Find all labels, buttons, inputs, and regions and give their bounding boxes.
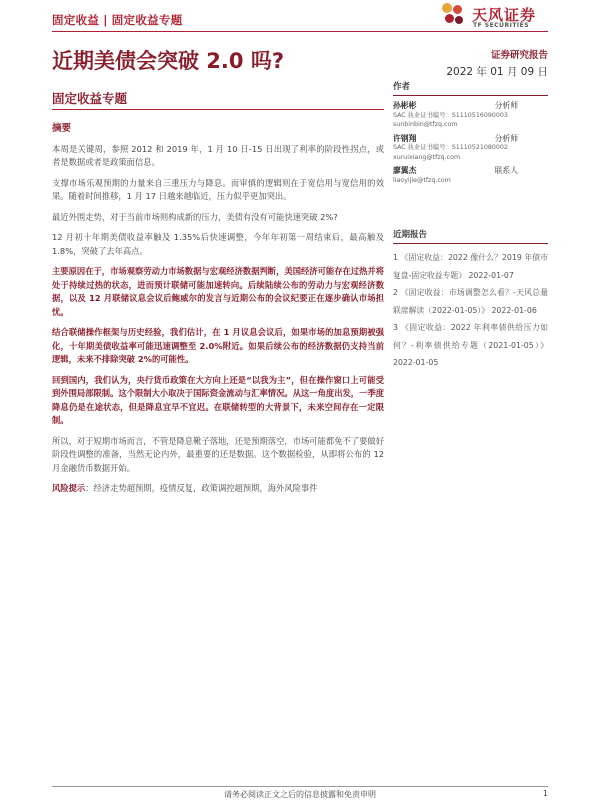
risk-text: ：经济走势超预期，疫情反复，政策调控超预期，海外风险事件 (85, 483, 318, 493)
authors-heading: 作者 (393, 80, 548, 96)
recent-report-link[interactable]: 1 《固定收益：2022 像什么？2019 年债市复盘-固定收益专题》 2022-01-07 (393, 253, 548, 280)
author-name: 孙彬彬 (393, 101, 417, 110)
company-logo (440, 2, 560, 32)
author-role: 联系人 (494, 166, 518, 175)
recent-reports-list (393, 249, 548, 372)
author-card (393, 134, 548, 163)
author-card (393, 166, 548, 185)
logo-brand-en: TF SECURITIES (473, 22, 530, 29)
author-role: 分析师 (494, 101, 518, 110)
header-divider (52, 31, 548, 32)
risk-label: 风险提示 (52, 483, 86, 493)
author-cert: SAC 执业证书编号：S1110516090003 (393, 111, 508, 119)
page-number: 1 (542, 789, 548, 798)
author-card (393, 101, 548, 130)
logo-brand-cn: 天风证券 (472, 6, 537, 24)
abstract-section (52, 122, 384, 503)
abstract-paragraph: 最近外围走势，对于当前市场则构成新的压力，美债有没有可能快速突破 2%? (52, 211, 338, 222)
header-breadcrumb (52, 12, 183, 28)
author-email[interactable]: xuruixiang@tfzq.com (393, 153, 461, 161)
header-category: 固定收益 (52, 13, 100, 27)
abstract-key-paragraph: 回到国内，我们认为，央行货币政策在大方向上还是“以我为主”，但在操作窗口上可能受到外围局部限制。这个限制大小取决于国际资金流动与汇率情况。从这一角度出发，一季度降息仍是在途状态，但是降息宜早不宜迟。在联储转型的大背景下，未来空间存在一定限制。 (52, 374, 384, 425)
author-email[interactable]: sunbinbin@tfzq.com (393, 121, 458, 128)
authors-section (393, 80, 548, 189)
footer-divider (52, 786, 548, 787)
abstract-key-paragraph: 主要原因在于，市场观察劳动力市场数据与宏观经济数据判断，美国经济可能存在过热并将处于持续过热的状态，进而预计联储可能加速转向。后续陆续公布的劳动力与宏观经济数据，以及 12 月联储议息会议后鲍威尔的发言与近期公布的会议纪要正在逐步确认市场担忧。 (52, 266, 384, 317)
recent-report-link[interactable]: 3 《固定收益：2022 年利率债供给压力如何？-利率债供给专题（2021-01-05）》 2022-01-05 (393, 323, 548, 367)
header-separator: | (103, 13, 108, 27)
report-type: 证券研究报告 (490, 50, 548, 61)
abstract-paragraph: 支撑市场乐观预期的力量来自三重压力与降息。而审慎的逻辑则在于宽信用与宽信用的效果。随着时间推移，1 月 17 日越来越临近，压力似乎更加突出。 (52, 177, 384, 201)
abstract-paragraph: 12 月初十年期美债收益率触及 1.35%后快速调整，今年年初第一周结束后，最高触及 1.8%，突破了去年高点。 (52, 232, 384, 256)
subtitle-divider (52, 109, 384, 110)
header-subcategory: 固定收益专题 (111, 13, 183, 27)
recent-reports-section (393, 228, 548, 372)
author-name: 廖翼杰 (393, 166, 417, 175)
author-role: 分析师 (494, 133, 518, 143)
report-subtitle: 固定收益专题 (52, 91, 128, 106)
abstract-closing-paragraph: 所以，对于短期市场而言，不管是降息靴子落地，还是预期落空，市场可能都免不了要做好阶段性调整的准备，当然无论内外，最重要的还是数据。这个数据检验，从即将公布的 12 月金融货币数据开始。 (52, 435, 384, 473)
report-date: 2022 年 01 月 09 日 (446, 66, 548, 78)
logo-mark-icon (440, 2, 468, 30)
recent-report-link[interactable]: 2 《固定收益：市场调整怎么看？-天风总量联席解读（2022-01-05）》 2022-01-06 (393, 288, 548, 315)
footer-disclaimer: 请务必阅读正文之后的信息披露和免责申明 (224, 790, 376, 799)
abstract-key-paragraph: 结合联储操作框架与历史经验，我们估计，在 1 月议息会议后，如果市场的加息预期被强化，十年期美债收益率可能迅速调整至 2.0%附近。如果后续公布的经济数据仍支持当前逻辑，未来不排除突破 2%的可能性。 (52, 327, 384, 364)
author-name: 许钢翔 (393, 133, 417, 143)
abstract-paragraph: 本周是关键周，参照 2012 和 2019 年，1 月 10 日-15 日出现了利率的阶段性拐点，或者是数据或者是政策面信息。 (52, 143, 384, 167)
recent-reports-heading: 近期报告 (393, 228, 548, 244)
report-title: 近期美债会突破 2.0 吗? (52, 49, 285, 73)
abstract-heading: 摘要 (52, 123, 72, 134)
author-email[interactable]: liaoyijie@tfzq.com (393, 176, 451, 184)
author-cert: SAC 执业证书编号：S1110521080002 (393, 144, 508, 151)
risk-warning (52, 482, 384, 496)
